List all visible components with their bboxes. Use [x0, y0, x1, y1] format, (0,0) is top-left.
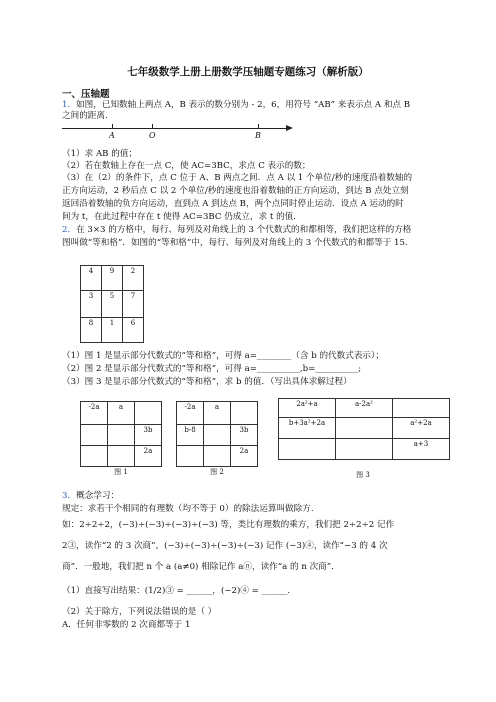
grid-cell: 1 [102, 318, 123, 343]
number-line-axis [62, 128, 288, 129]
grid-cell [279, 439, 336, 460]
q2-part2: （2）图 2 是显示部分代数式的“等和格”，可得 a=__________,b=__________; [62, 364, 362, 374]
number-line [62, 123, 302, 147]
point-a-label: A [109, 131, 115, 140]
grid-cell: 3 [81, 291, 102, 318]
q1-part3-a: （3）在（2）的条件下，点 C 位于 A、B 两点之间．点 A 以 1 个单位/秒的速度沿着数轴的 [62, 173, 413, 183]
grid-cell [231, 402, 258, 425]
q3-rule: 规定：求若干个相同的有理数（均不等于 0）的除法运算叫做除方. [62, 504, 314, 514]
grid-cell [336, 418, 393, 439]
grid-cell [336, 439, 393, 460]
grid-cell: a²+2a [393, 418, 450, 439]
q3-head: 3．概念学习： [62, 491, 120, 501]
figure-2-grid [176, 401, 258, 467]
q1-line2: 之间的距离. [62, 111, 108, 121]
grid-cell: a [204, 402, 231, 425]
q1-part3-b: 正方向运动，2 秒后点 C 以 2 个单位/秒的速度也沿着数轴的正方向运动，到达 B 点处立刻 [62, 186, 409, 196]
q1-number: 1． [62, 100, 77, 110]
q3-example-3: 商”．一般地，我们把 n 个 a (a≠0) 相除记作 aⓝ，读作“a 的 n 次商”． [62, 562, 340, 572]
grid-cell: 2a²+a [279, 399, 336, 418]
q1-part1: （1）求 AB 的值； [62, 149, 138, 159]
q3-example-1: 如：2÷2÷2，(−3)÷(−3)÷(−3)÷(−3) 等，类比有理数的乘方，我们把 2÷2÷2 记作 [62, 520, 395, 530]
grid-cell: a-2a² [336, 399, 393, 418]
grid-cell: 6 [123, 318, 144, 343]
q3-part2: （2）关于除方，下列说法错误的是（ ） [62, 607, 217, 617]
grid-cell: 2a [231, 446, 258, 467]
section-heading: 一、压轴题 [62, 89, 110, 100]
tick-a [112, 124, 113, 129]
figure-1-grid [80, 401, 162, 467]
grid-cell [204, 446, 231, 467]
grid-cell [393, 399, 450, 418]
grid-cell [108, 446, 135, 467]
grid-cell [81, 425, 108, 446]
grid-cell: 7 [123, 291, 144, 318]
grid-cell: 8 [81, 318, 102, 343]
q2-part3: （3）图 3 是显示部分代数式的“等和格”，求 b 的值．（写出具体求解过程） [62, 377, 352, 387]
grid-cell: b-8 [177, 425, 204, 446]
grid-cell: b+3a²+2a [279, 418, 336, 439]
q2-number: 2． [62, 225, 77, 235]
q1-part2: （2）若在数轴上存在一点 C，使 AC=3BC，求点 C 表示的数； [62, 161, 311, 171]
grid-cell: 5 [102, 291, 123, 318]
grid-cell [177, 446, 204, 467]
grid-cell [135, 402, 162, 425]
grid-cell: 3b [231, 425, 258, 446]
figure-2-caption: 图 2 [210, 468, 224, 476]
grid-cell: 2 [123, 266, 144, 291]
q3-part1: （1）直接写出结果：(1/2)③ = ______，(−2)④ = ______. [62, 586, 291, 596]
tick-b [258, 124, 259, 129]
q3-option-a: A．任何非零数的 2 次商都等于 1 [62, 620, 191, 630]
figure-3-caption: 图 3 [356, 471, 370, 479]
q2-line2: 图叫做“等和格”．如图的“等和格”中，每行、每列及对角线上的 3 个代数式的和都等于 15. [62, 238, 408, 248]
point-o-label: O [149, 131, 156, 140]
q2-part1: （1）图 1 是显示部分代数式的“等和格”，可得 a=________（含 b 的代数式表示）； [62, 351, 384, 361]
grid-cell: 9 [102, 266, 123, 291]
grid-cell: -2a [177, 402, 204, 425]
q1-part3-c: 返回沿着数轴的负方向运动，直到点 A 到达点 B，两个点同时停止运动．设点 A 运动的时 [62, 199, 404, 209]
grid-cell: 4 [81, 266, 102, 291]
q2-line1: 2．在 3×3 的方格中，每行、每列及对角线上的 3 个代数式的和都相等，我们把这样的方格 [62, 225, 412, 235]
q1-line1: 1．如图，已知数轴上两点 A，B 表示的数分别为 - 2，6，用符号 “AB” 来表示点 A 和点 B [62, 100, 411, 110]
grid-cell: 2a [135, 446, 162, 467]
page-title: 七年级数学上册上册数学压轴题专题练习（解析版） [127, 66, 369, 78]
grid-cell: a+3 [393, 439, 450, 460]
grid-cell: 3b [135, 425, 162, 446]
grid-cell [204, 425, 231, 446]
q1-part3-d: 间为 t，在此过程中存在 t 使得 AC=3BC 仍成立，求 t 的值． [62, 212, 302, 222]
figure-1-caption: 图 1 [114, 468, 128, 476]
point-b-label: B [255, 131, 261, 140]
q3-number: 3． [62, 491, 77, 501]
sample-magic-grid [80, 265, 144, 343]
grid-cell: -2a [81, 402, 108, 425]
figure-3-grid [278, 398, 450, 460]
number-line-arrow [286, 125, 293, 131]
tick-o [152, 124, 153, 129]
q3-example-2: 2③，读作“2 的 3 次商”，(−3)÷(−3)÷(−3)÷(−3) 记作 (−3)④，读作“−3 的 4 次 [62, 541, 388, 551]
grid-cell [81, 446, 108, 467]
grid-cell [108, 425, 135, 446]
grid-cell: a [108, 402, 135, 425]
